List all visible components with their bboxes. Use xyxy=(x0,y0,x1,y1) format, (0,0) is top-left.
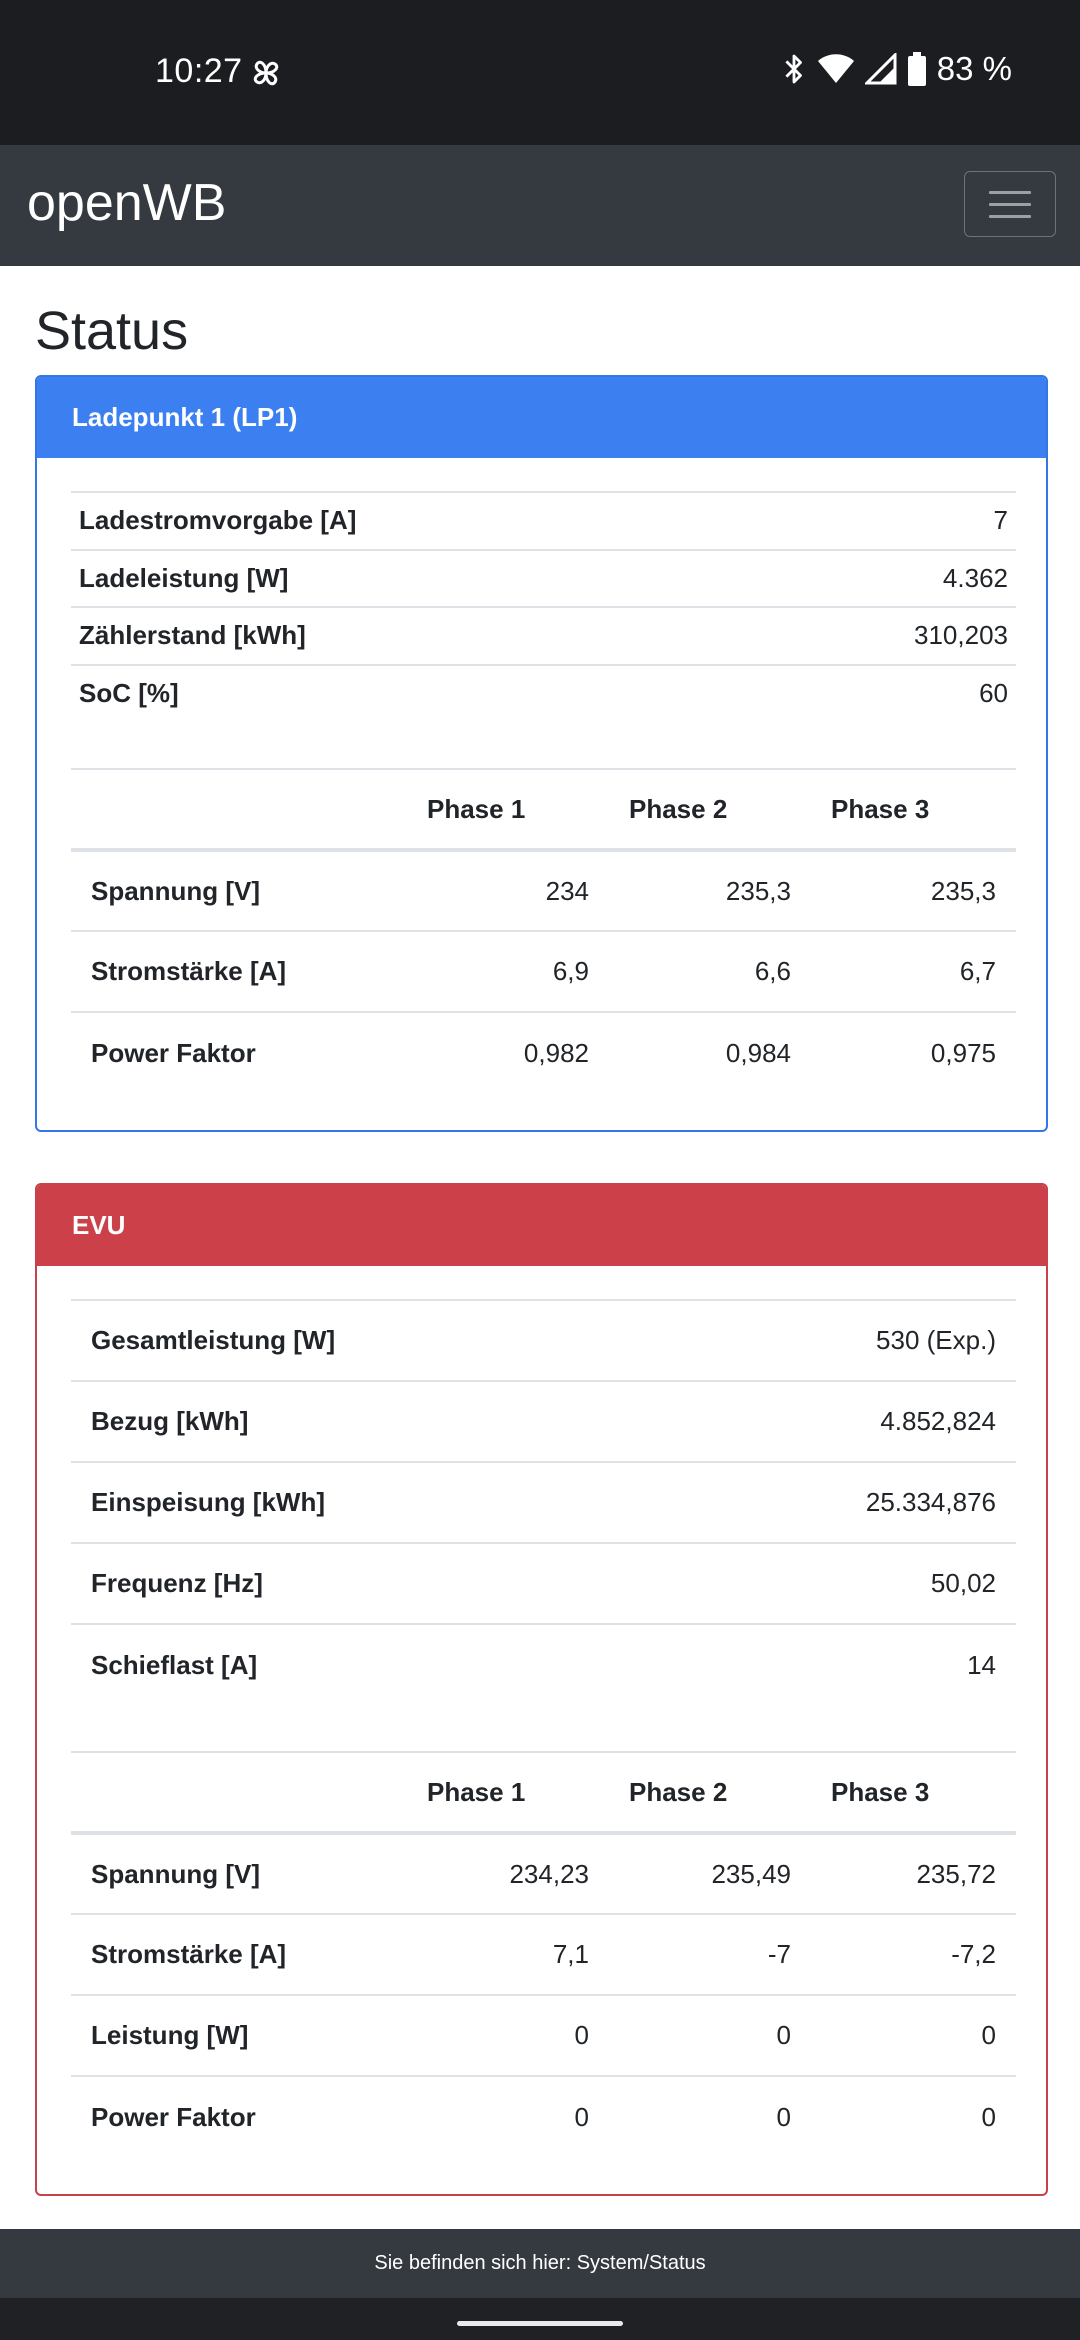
system-status-bar xyxy=(0,0,1080,145)
info-value: 7 xyxy=(993,505,1008,536)
table-row xyxy=(71,1914,1016,1995)
table-header-row xyxy=(71,769,1016,850)
table-row xyxy=(71,1012,1016,1093)
navbar xyxy=(0,145,1080,266)
hamburger-icon xyxy=(989,215,1031,218)
table-header-row xyxy=(71,1752,1016,1833)
cell-value: 0 xyxy=(574,2101,589,2132)
cell-value: -7,2 xyxy=(951,1939,996,1969)
row-label: Stromstärke [A] xyxy=(91,1939,287,1969)
row-label: Spannung [V] xyxy=(91,1858,260,1889)
info-label: Einspeisung [kWh] xyxy=(91,1487,325,1517)
table-row xyxy=(71,850,1016,931)
table-row xyxy=(71,550,1016,608)
column-header: Phase 3 xyxy=(831,1776,930,1807)
status-icons xyxy=(781,50,1012,88)
cell-value: 6,7 xyxy=(959,956,996,986)
cell-value: 0 xyxy=(574,2020,589,2050)
row-label: Spannung [V] xyxy=(91,875,260,906)
battery-icon xyxy=(907,52,927,86)
table-row xyxy=(71,492,1016,550)
cell-value: 0,984 xyxy=(725,1037,791,1068)
home-handle[interactable] xyxy=(457,2321,623,2326)
info-label: Frequenz [Hz] xyxy=(91,1568,263,1598)
evu-card xyxy=(35,1183,1048,2196)
info-label: Zählerstand [kWh] xyxy=(79,620,306,651)
table-row xyxy=(71,1833,1016,1914)
cell-value: -7 xyxy=(767,1939,791,1969)
cell-value: 0 xyxy=(981,2101,996,2132)
table-row xyxy=(71,1995,1016,2076)
info-label: SoC [%] xyxy=(79,678,179,709)
lp1-card xyxy=(35,375,1048,1132)
table-row xyxy=(71,1624,1016,1705)
cell-value: 234 xyxy=(545,875,589,906)
table-row xyxy=(71,665,1016,723)
evu-phase-table xyxy=(71,1751,1016,2157)
cell-value: 235,3 xyxy=(725,875,791,906)
column-header: Phase 1 xyxy=(427,793,526,824)
page-title: Status xyxy=(35,301,189,361)
info-label: Ladestromvorgabe [A] xyxy=(79,505,357,536)
cell-value: 0,975 xyxy=(930,1037,996,1068)
row-label: Power Faktor xyxy=(91,1037,256,1068)
lp1-phase-table xyxy=(71,768,1016,1093)
evu-card-header: EVU xyxy=(37,1185,1046,1266)
evu-info-table xyxy=(71,1299,1016,1705)
info-label: Ladeleistung [W] xyxy=(79,562,289,593)
cell-value: 234,23 xyxy=(509,1858,589,1889)
row-label: Stromstärke [A] xyxy=(91,956,287,986)
info-value: 530 (Exp.) xyxy=(876,1325,996,1355)
table-row xyxy=(71,931,1016,1012)
table-row xyxy=(71,1462,1016,1543)
table-row xyxy=(71,1381,1016,1462)
gesture-nav-bar xyxy=(0,2298,1080,2340)
column-header: Phase 3 xyxy=(831,793,930,824)
battery-percent: 83 % xyxy=(936,50,1012,87)
info-value: 310,203 xyxy=(914,620,1008,651)
cell-value: 0 xyxy=(981,2020,996,2050)
info-value: 14 xyxy=(967,1649,996,1680)
table-row xyxy=(71,2076,1016,2157)
cell-value: 235,3 xyxy=(930,875,996,906)
info-value: 25.334,876 xyxy=(865,1487,996,1517)
hamburger-icon xyxy=(989,191,1031,194)
info-label: Bezug [kWh] xyxy=(91,1406,249,1436)
cell-value: 6,9 xyxy=(552,956,589,986)
column-header xyxy=(71,769,407,850)
info-label: Gesamtleistung [W] xyxy=(91,1325,336,1355)
wifi-icon xyxy=(817,53,855,85)
lp1-info-table xyxy=(71,491,1016,722)
info-label: Schieflast [A] xyxy=(91,1649,258,1680)
pinwheel-icon xyxy=(248,55,284,91)
row-label: Leistung [W] xyxy=(91,2020,249,2050)
column-header xyxy=(71,1752,407,1833)
info-value: 50,02 xyxy=(930,1568,996,1598)
brand-link[interactable]: openWB xyxy=(27,174,227,232)
column-header: Phase 2 xyxy=(629,1776,728,1807)
table-row xyxy=(71,607,1016,665)
menu-toggle-button[interactable] xyxy=(964,171,1056,237)
cell-value: 235,49 xyxy=(711,1858,791,1889)
column-header: Phase 2 xyxy=(629,793,728,824)
cell-value: 6,6 xyxy=(754,956,791,986)
clock: 10:27 xyxy=(155,52,243,90)
table-row xyxy=(71,1543,1016,1624)
cell-value: 0,982 xyxy=(523,1037,589,1068)
table-row xyxy=(71,1300,1016,1381)
lp1-card-header: Ladepunkt 1 (LP1) xyxy=(37,377,1046,458)
footer-breadcrumb: Sie befinden sich hier: System/Status xyxy=(0,2229,1080,2298)
bluetooth-icon xyxy=(781,52,807,86)
signal-icon xyxy=(865,53,897,85)
info-value: 4.362 xyxy=(942,562,1008,593)
column-header: Phase 1 xyxy=(427,1776,526,1807)
cell-value: 0 xyxy=(776,2020,791,2050)
cell-value: 235,72 xyxy=(916,1858,996,1889)
hamburger-icon xyxy=(989,203,1031,206)
cell-value: 0 xyxy=(776,2101,791,2132)
row-label: Power Faktor xyxy=(91,2101,256,2132)
cell-value: 7,1 xyxy=(552,1939,589,1969)
info-value: 60 xyxy=(979,678,1008,709)
info-value: 4.852,824 xyxy=(880,1406,996,1436)
